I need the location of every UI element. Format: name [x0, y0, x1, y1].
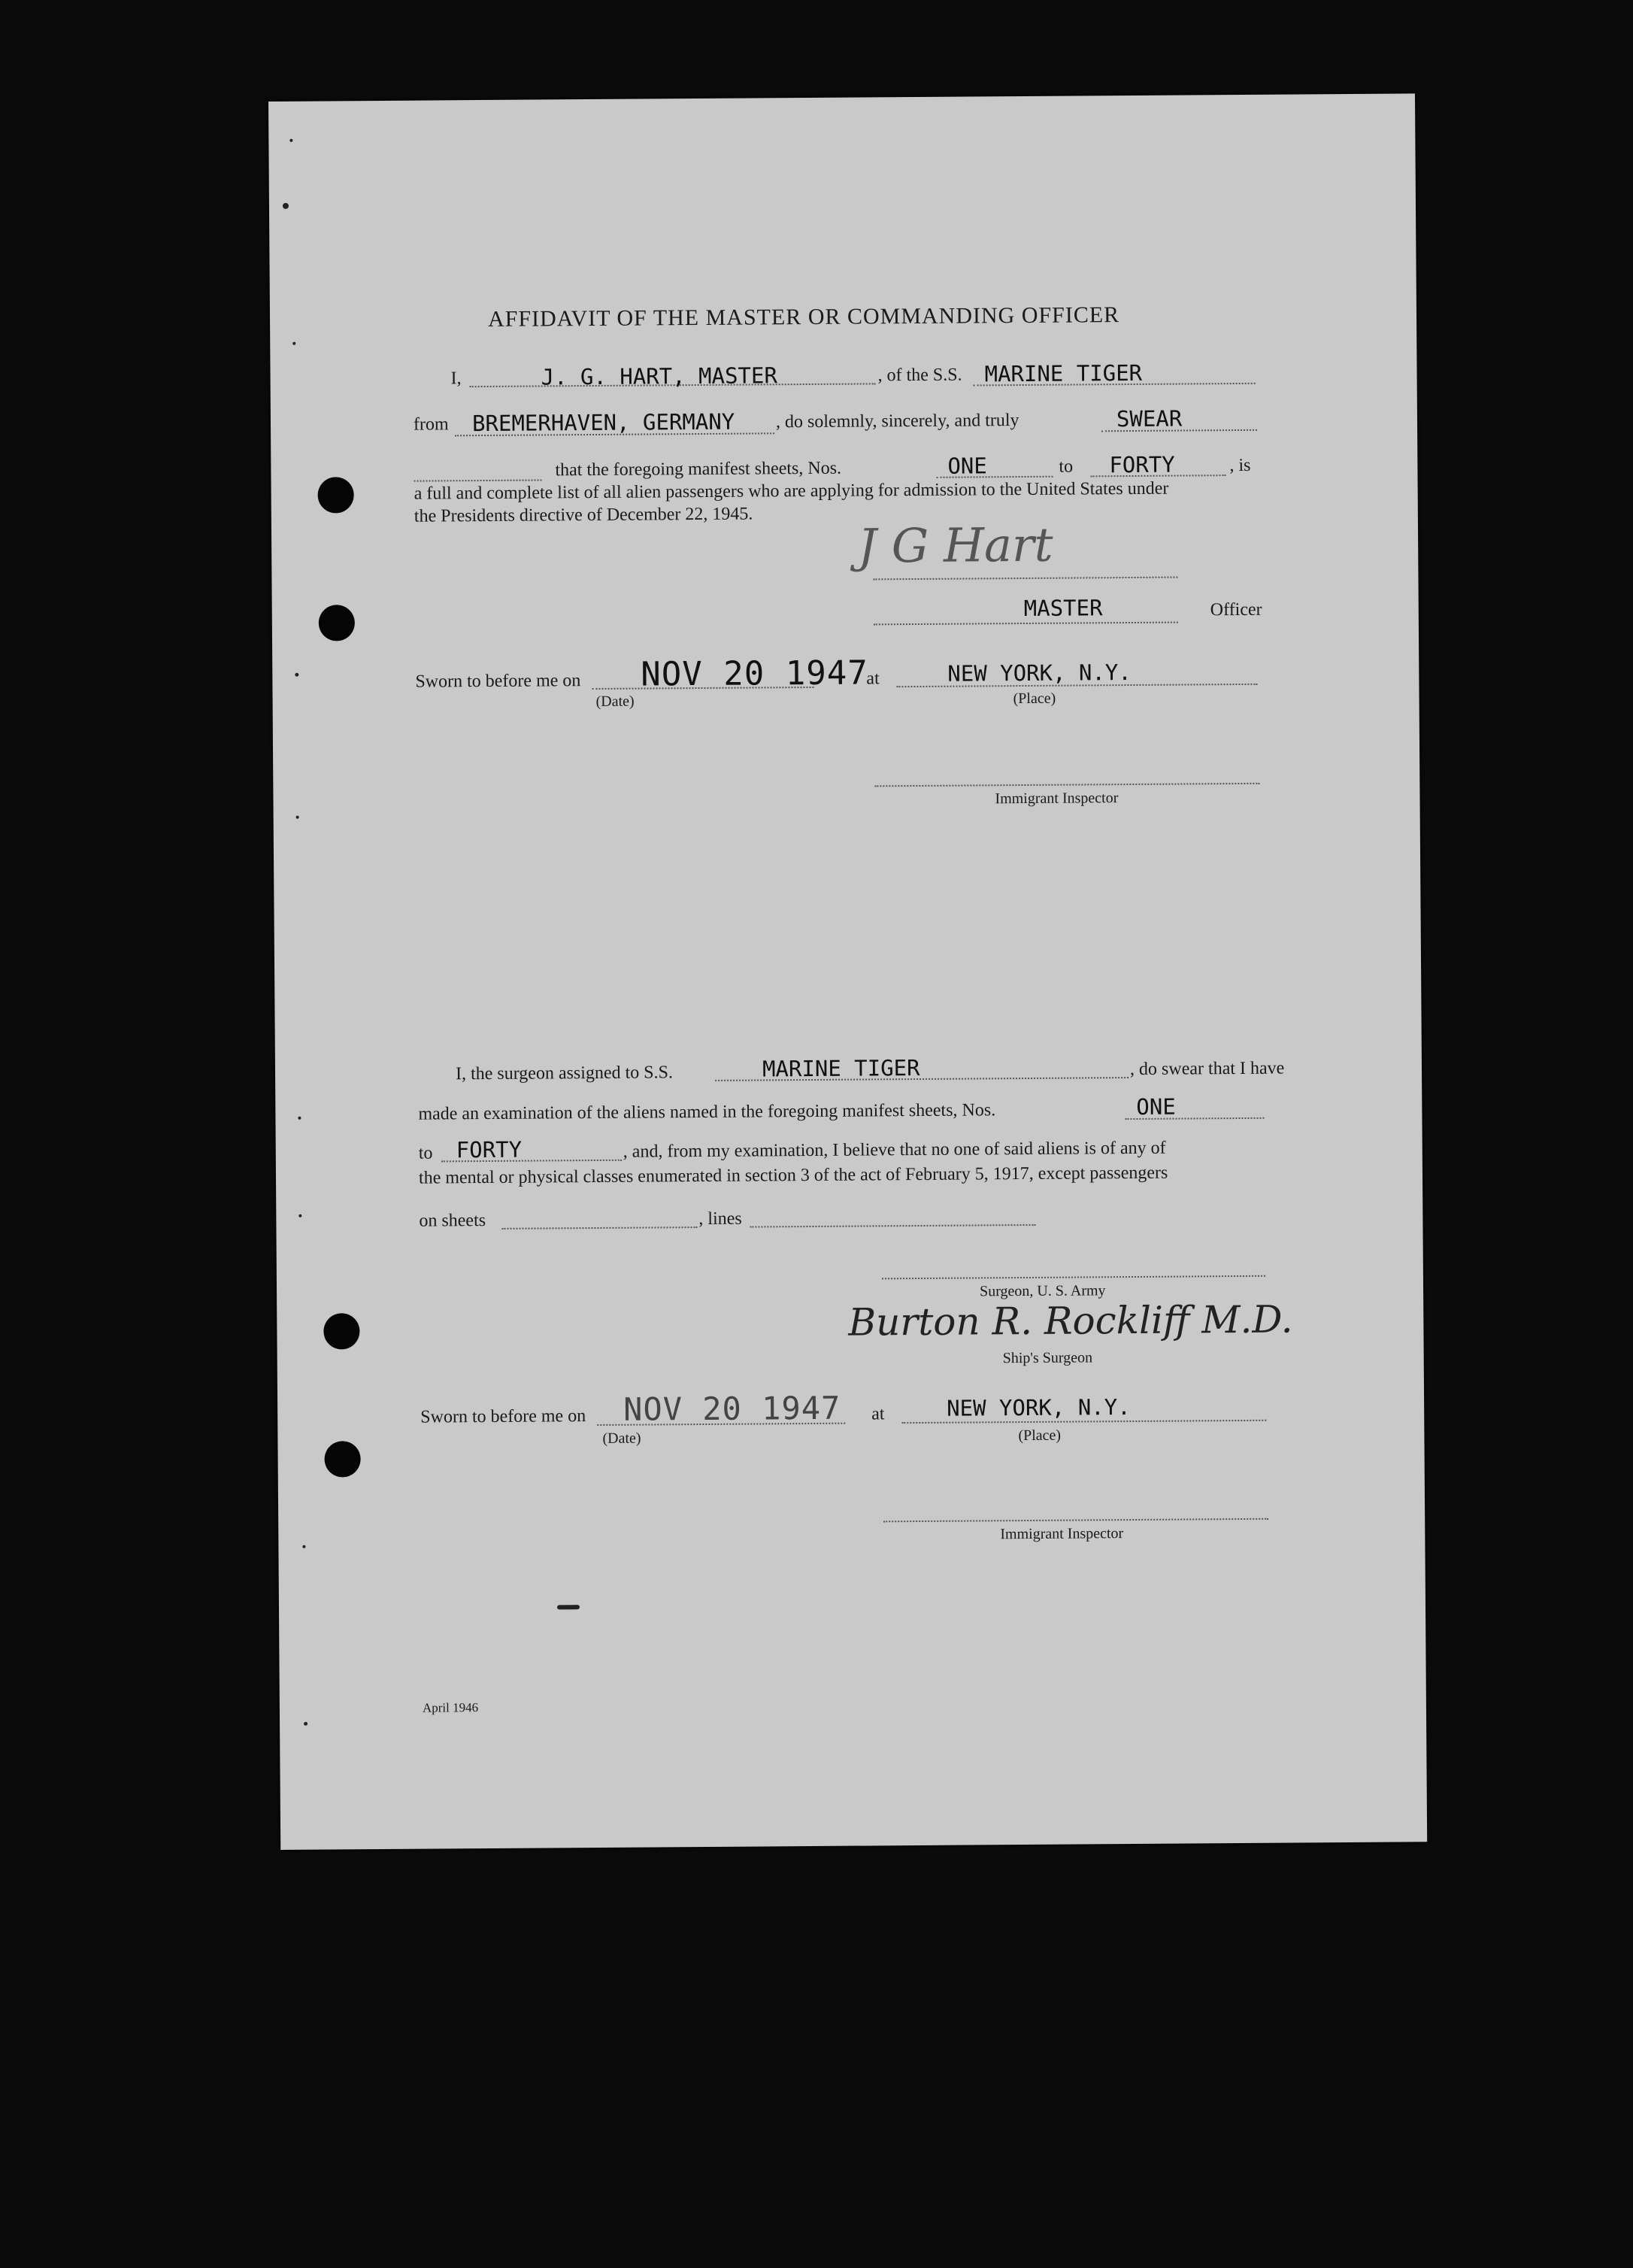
pronoun-label: I, [450, 368, 462, 389]
solemnly-label: , do solemnly, sincerely, and truly [775, 411, 1019, 432]
officer-label: Officer [1210, 599, 1262, 620]
foregoing-label: that the foregoing manifest sheets, Nos. [555, 458, 842, 481]
surgeon-sheet-to: FORTY [456, 1136, 523, 1163]
surgeon-ship: MARINE TIGER [762, 1054, 920, 1082]
surgeon-signature: Burton R. Rockliff M.D. [848, 1297, 1293, 1345]
sworn-label: Sworn to before me on [415, 671, 581, 692]
surgeon-line: , and, from my examination, I believe that no one of said aliens is of any of [623, 1138, 1166, 1162]
date-caption: (Date) [602, 1430, 641, 1447]
place: NEW YORK, N.Y. [947, 1394, 1131, 1421]
inspector-line [874, 783, 1259, 787]
place: NEW YORK, N.Y. [947, 659, 1132, 687]
ships-surgeon-caption: Ship's Surgeon [1002, 1349, 1093, 1367]
sworn-label: Sworn to before me on [420, 1406, 586, 1427]
to-label: to [1059, 456, 1074, 477]
surgeon-line: made an examination of the aliens named in the foregoing manifest sheets, Nos. [418, 1100, 996, 1124]
master-title: MASTER [1023, 595, 1103, 622]
from-label: from [413, 414, 449, 435]
on-sheets-line [501, 1226, 697, 1230]
body-line: the Presidents directive of December 22, 1945. [414, 504, 753, 526]
title-line [874, 622, 1178, 626]
lines-label: , lines [698, 1208, 742, 1230]
punch-hole [317, 477, 353, 513]
inspector-caption: Immigrant Inspector [995, 790, 1119, 808]
document-title: AFFIDAVIT OF THE MASTER OR COMMANDING OFFICER [487, 302, 1120, 332]
inspector-line [883, 1518, 1268, 1523]
oath-word: SWEAR [1116, 405, 1183, 432]
of-ss-label: , of the S.S. [877, 365, 962, 386]
blank-line [414, 479, 542, 481]
is-label: , is [1229, 455, 1251, 476]
punch-hole [323, 1313, 359, 1349]
at-label: at [866, 669, 880, 689]
date-stamp: NOV 20 1947 [641, 653, 868, 694]
ship-name: MARINE TIGER [984, 359, 1143, 387]
lines-line [750, 1224, 1035, 1228]
master-signature: J G Hart [857, 517, 1053, 574]
date-stamp: NOV 20 1947 [623, 1389, 841, 1428]
place-caption: (Place) [1018, 1427, 1062, 1445]
army-surgeon-caption: Surgeon, U. S. Army [979, 1282, 1106, 1300]
surgeon-line: , do swear that I have [1129, 1058, 1285, 1080]
departure-port: BREMERHAVEN, GERMANY [471, 408, 735, 437]
sheet-from: ONE [947, 453, 987, 479]
body-line: a full and complete list of all alien passengers who are applying for admission to the United States under [414, 478, 1169, 504]
surgeon-line: I, the surgeon assigned to S.S. [455, 1063, 674, 1084]
punch-hole [319, 605, 355, 641]
at-label: at [871, 1404, 885, 1424]
signature-line [873, 577, 1177, 581]
punch-hole [324, 1441, 360, 1477]
on-sheets-label: on sheets [419, 1211, 486, 1231]
inspector-caption: Immigrant Inspector [1000, 1525, 1124, 1543]
sheet-to: FORTY [1109, 451, 1175, 478]
date-caption: (Date) [595, 693, 635, 710]
place-caption: (Place) [1013, 690, 1056, 708]
master-name: J. G. HART, MASTER [541, 362, 777, 390]
surgeon-line: the mental or physical classes enumerated in section 3 of the act of February 5, 1917, except passengers [418, 1163, 1168, 1188]
army-surgeon-line [882, 1275, 1265, 1280]
to-label: to [418, 1143, 433, 1163]
surgeon-sheet-from: ONE [1136, 1093, 1176, 1120]
affidavit-sheet [268, 93, 1427, 1850]
form-date: April 1946 [422, 1700, 479, 1715]
